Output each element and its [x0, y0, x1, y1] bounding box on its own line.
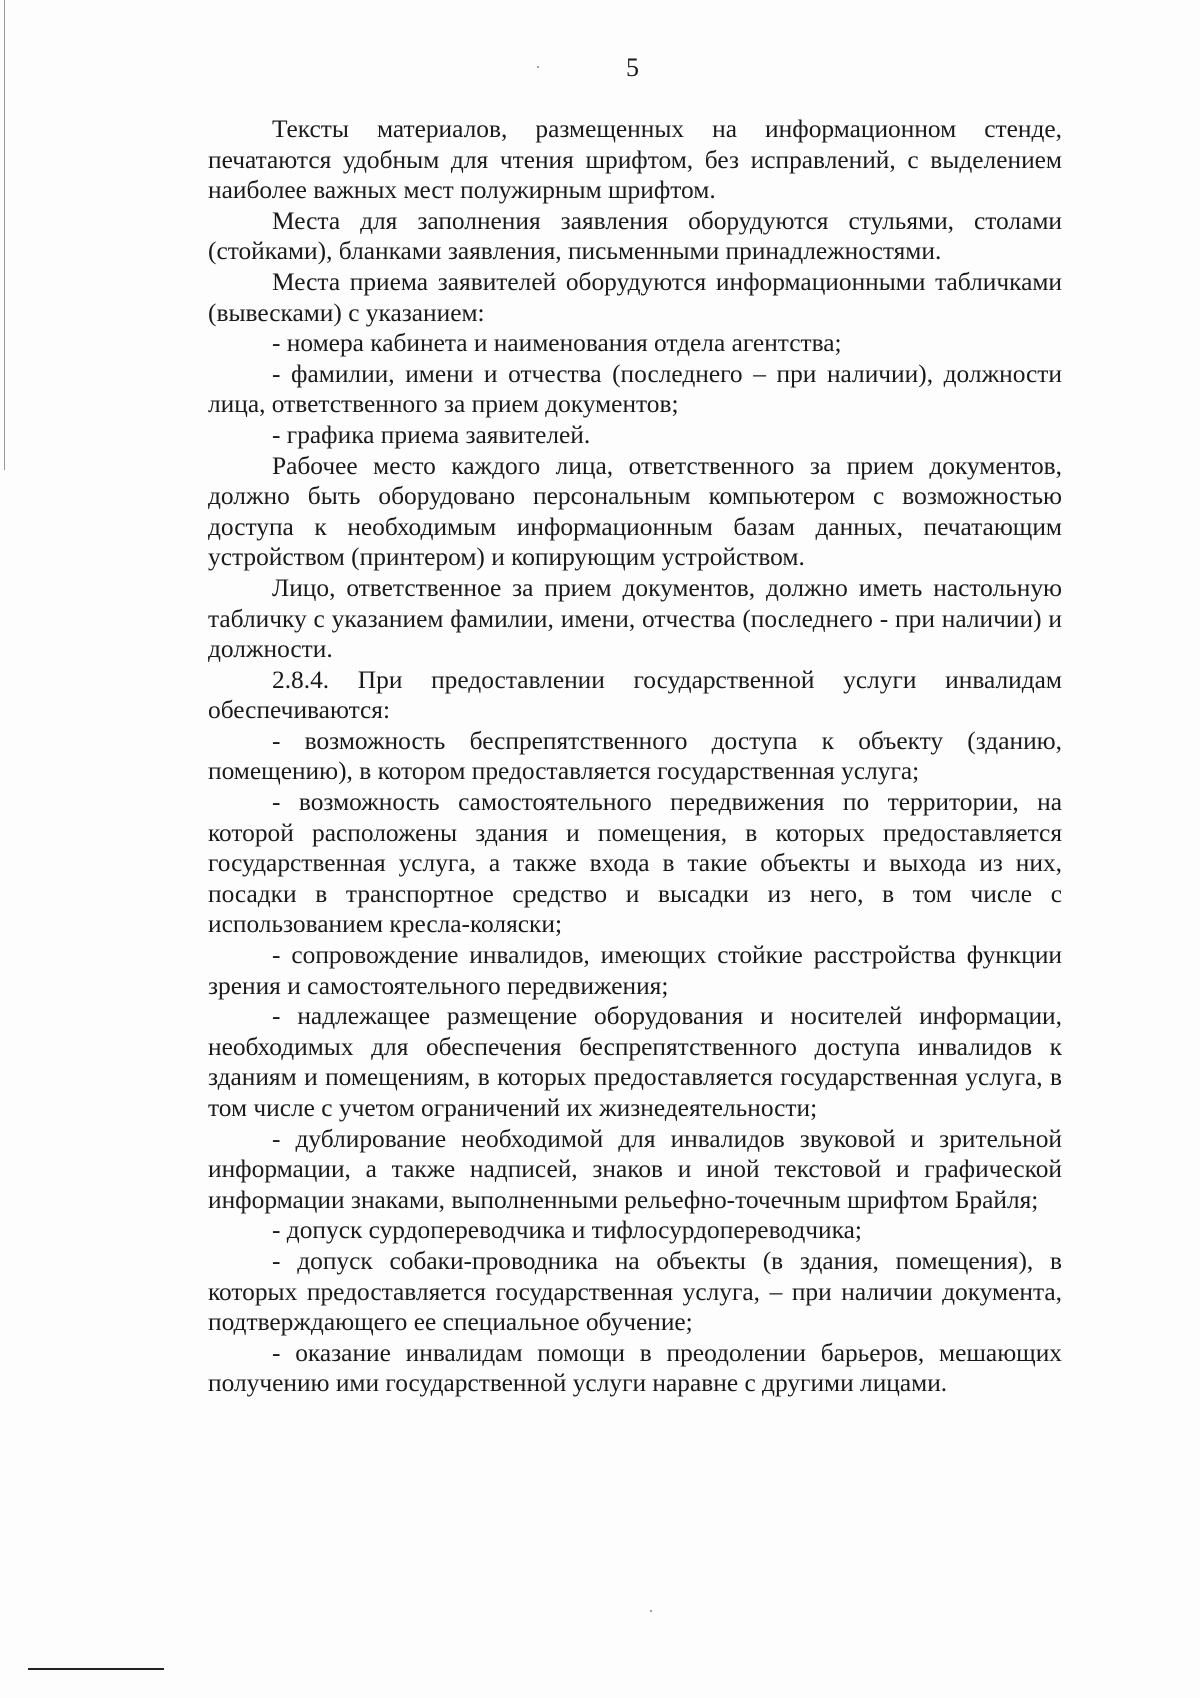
page-number: 5: [626, 53, 639, 82]
paragraph: Рабочее место каждого лица, ответственного за прием документов, должно быть оборудовано персональным компьютером с возможностью доступа к необходимым информационным базам данных, печатающим устройством (принтером) и копирующим устройством.: [208, 451, 1062, 572]
list-item: - дублирование необходимой для инвалидов звуковой и зрительной информации, а также надписей, знаков и иной текстовой и графической информации знаками, выполненными рельефно-точечным шрифтом Брайля;: [208, 1124, 1062, 1214]
list-item: - фамилии, имени и отчества (последнего – при наличии), должности лица, ответственного за прием документов;: [208, 359, 1062, 419]
list-item: - надлежащее размещение оборудования и носителей информации, необходимых для обеспечения беспрепятственного доступа инвалидов к зданиям и помещениям, в которых предоставляется государственная услуга, в том числе с учетом ограничений их жизнедеятельности;: [208, 1002, 1062, 1122]
paragraph: Места для заполнения заявления оборудуются стульями, столами (стойками), бланками заявления, письменными принадлежностями.: [208, 206, 1062, 266]
paragraph: Места приема заявителей оборудуются информационными табличками (вывесками) с указанием:: [208, 267, 1062, 327]
list-item: - возможность самостоятельного передвижения по территории, на которой расположены здания и помещения, в которых предоставляется государственная услуга, а также входа в такие объекты и выхода из них, посадки в транспортное средство и высадки из него, в том числе с использованием кресла-коляски;: [208, 788, 1062, 939]
list-item: - графика приема заявителей.: [272, 420, 591, 449]
paragraph: Тексты материалов, размещенных на информационном стенде, печатаются удобным для чтения шрифтом, без исправлений, с выделением наиболее важных мест полужирным шрифтом.: [208, 115, 1062, 205]
section-paragraph: 2.8.4. При предоставлении государственной услуги инвалидам обеспечиваются:: [208, 665, 1062, 725]
list-item: - возможность беспрепятственного доступа к объекту (зданию, помещению), в котором предоставляется государственная услуга;: [208, 726, 1062, 786]
list-item: - номера кабинета и наименования отдела агентства;: [272, 329, 842, 358]
list-item: - оказание инвалидам помощи в преодолении барьеров, мешающих получению ими государственной услуги наравне с другими лицами.: [208, 1338, 1062, 1398]
list-item: - допуск сурдопереводчика и тифлосурдопереводчика;: [272, 1216, 862, 1245]
document-body: [208, 114, 1062, 1399]
scan-speck: [650, 1610, 652, 1612]
footnote-rule: [28, 1668, 164, 1670]
list-item: - сопровождение инвалидов, имеющих стойкие расстройства функции зрения и самостоятельного передвижения;: [208, 941, 1062, 1000]
list-item: - допуск собаки-проводника на объекты (в здания, помещения), в которых предоставляется государственная услуга, – при наличии документа, подтверждающего ее специальное обучение;: [208, 1246, 1062, 1337]
paragraph: Лицо, ответственное за прием документов, должно иметь настольную табличку с указанием фамилии, имени, отчества (последнего - при наличии) и должности.: [208, 573, 1062, 664]
